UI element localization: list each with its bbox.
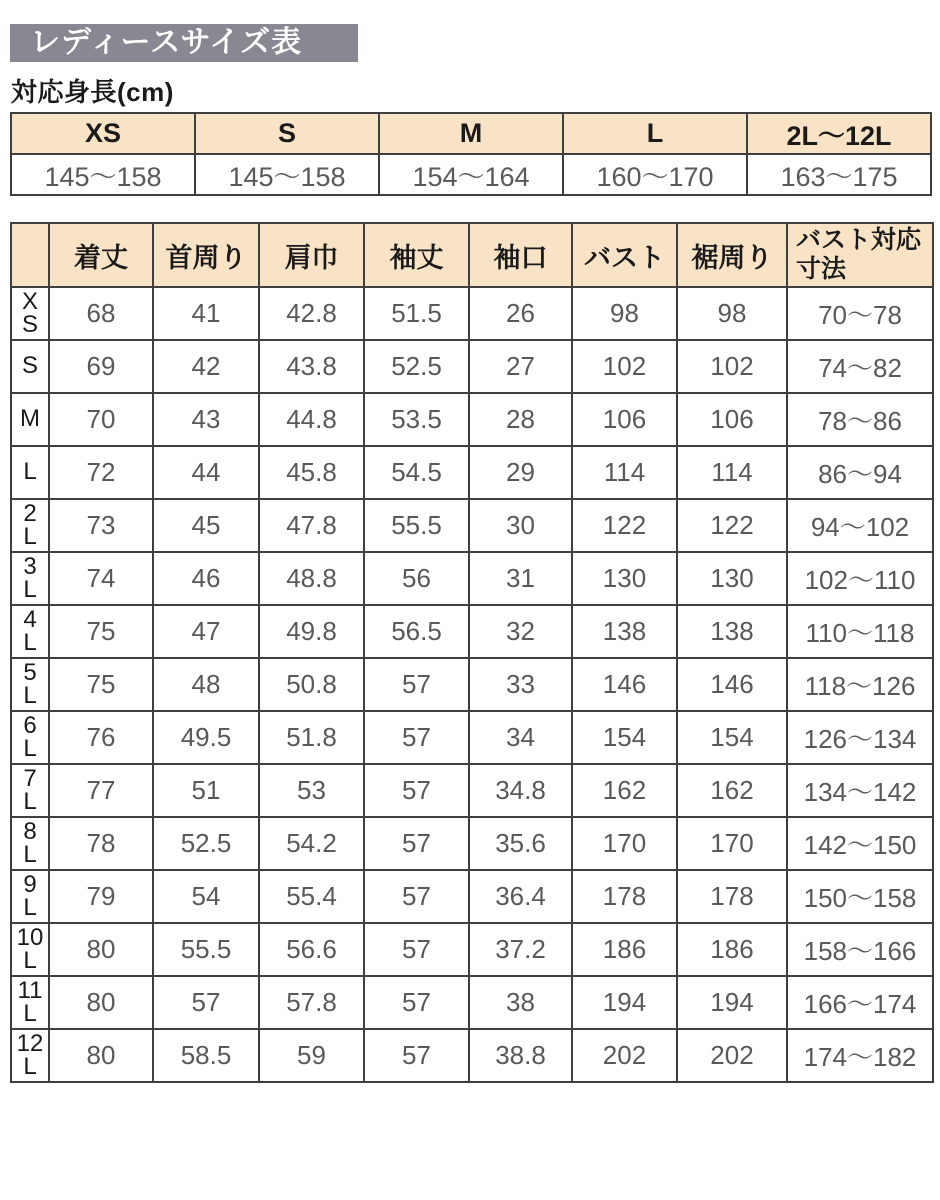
measurement-col-header: 袖口 [469,223,572,287]
bust-range-header-line: 対応寸法 [796,225,922,283]
measurement-value: 150〜158 [787,870,933,923]
table-row [11,658,933,711]
size-label-line: 9 [23,870,37,898]
measurement-value: 30 [469,499,572,552]
measurement-value: 122 [572,499,677,552]
measurement-value: 45.8 [259,446,364,499]
measurement-value: 57 [364,711,469,764]
size-table-header-row [11,223,933,287]
size-label-line: 11 [17,976,43,1004]
size-label-line: 2 [23,499,37,527]
size-label-line: 6 [23,711,37,739]
size-label-line: L [23,522,37,550]
height-range-table [10,112,932,196]
measurement-value: 78〜86 [787,393,933,446]
measurement-value: 174〜182 [787,1029,933,1082]
measurement-value: 130 [572,552,677,605]
measurement-value: 162 [677,764,787,817]
measurement-value: 47 [153,605,259,658]
measurement-value: 158〜166 [787,923,933,976]
size-label [11,446,49,499]
measurement-value: 186 [677,923,787,976]
size-label-line: L [23,628,37,656]
measurement-value: 51.5 [364,287,469,340]
bust-range-header-line: バスト [796,225,872,254]
measurement-value: 130 [677,552,787,605]
measurement-value: 134〜142 [787,764,933,817]
corner-cell [11,223,49,287]
page-title: レディースサイズ表 [10,24,358,62]
size-label-line: 10 [16,923,44,951]
measurement-value: 52.5 [364,340,469,393]
measurement-value: 202 [572,1029,677,1082]
measurement-value: 51 [153,764,259,817]
measurement-value: 77 [49,764,153,817]
measurement-value: 106 [677,393,787,446]
height-table-value-row [11,154,931,195]
measurement-value: 72 [49,446,153,499]
size-label [11,870,49,923]
size-label [11,658,49,711]
table-row [11,446,933,499]
measurement-value: 57 [153,976,259,1029]
measurement-value: 170 [572,817,677,870]
size-table-body [11,287,933,1082]
size-label-line: 8 [23,817,37,845]
measurement-value: 49.5 [153,711,259,764]
measurement-value: 53 [259,764,364,817]
height-range-value: 160〜170 [563,154,747,195]
measurement-value: 57 [364,1029,469,1082]
measurement-value: 32 [469,605,572,658]
measurement-value: 56 [364,552,469,605]
measurement-value: 48.8 [259,552,364,605]
measurement-col-header: 肩巾 [259,223,364,287]
measurement-value: 37.2 [469,923,572,976]
measurement-value: 54.5 [364,446,469,499]
measurement-value: 27 [469,340,572,393]
table-row [11,764,933,817]
size-label-line: L [23,946,37,974]
measurement-value: 31 [469,552,572,605]
table-row [11,287,933,340]
height-col-header: L [563,113,747,154]
measurement-value: 59 [259,1029,364,1082]
table-row [11,817,933,870]
size-label [11,605,49,658]
measurement-value: 154 [677,711,787,764]
measurement-value: 166〜174 [787,976,933,1029]
measurement-value: 46 [153,552,259,605]
measurement-value: 80 [49,976,153,1029]
measurement-value: 194 [677,976,787,1029]
measurement-col-header: 着丈 [49,223,153,287]
measurement-col-header: 袖丈 [364,223,469,287]
size-label-line: L [23,681,37,709]
measurement-value: 69 [49,340,153,393]
measurement-value: 36.4 [469,870,572,923]
measurement-value: 102 [572,340,677,393]
measurement-value: 52.5 [153,817,259,870]
measurement-value: 138 [572,605,677,658]
measurement-value: 57 [364,923,469,976]
measurement-value: 49.8 [259,605,364,658]
size-label-line: 7 [23,764,37,792]
measurement-value: 122 [677,499,787,552]
measurement-value: 98 [677,287,787,340]
size-label [11,1029,49,1082]
size-label-line: 5 [23,658,37,686]
measurement-col-header: 首周り [153,223,259,287]
measurement-value: 55.4 [259,870,364,923]
height-table-header-row [11,113,931,154]
measurement-value: 70〜78 [787,287,933,340]
measurement-value: 68 [49,287,153,340]
size-label [11,711,49,764]
measurement-value: 118〜126 [787,658,933,711]
size-measurements-table [10,222,934,1083]
measurement-value: 126〜134 [787,711,933,764]
measurement-value: 162 [572,764,677,817]
measurement-value: 79 [49,870,153,923]
measurement-value: 43.8 [259,340,364,393]
measurement-value: 55.5 [364,499,469,552]
measurement-value: 154 [572,711,677,764]
measurement-value: 56.6 [259,923,364,976]
measurement-value: 146 [572,658,677,711]
table-row [11,711,933,764]
measurement-value: 50.8 [259,658,364,711]
measurement-value: 80 [49,923,153,976]
size-label-line: L [23,840,37,868]
measurement-value: 75 [49,605,153,658]
measurement-value: 57 [364,764,469,817]
measurement-value: 114 [677,446,787,499]
measurement-value: 54.2 [259,817,364,870]
measurement-value: 42.8 [259,287,364,340]
measurement-value: 102 [677,340,787,393]
measurement-value: 48 [153,658,259,711]
size-label [11,923,49,976]
measurement-value: 58.5 [153,1029,259,1082]
measurement-value: 43 [153,393,259,446]
measurement-value: 78 [49,817,153,870]
measurement-value: 34 [469,711,572,764]
measurement-value: 98 [572,287,677,340]
measurement-value: 80 [49,1029,153,1082]
measurement-value: 74 [49,552,153,605]
measurement-value: 34.8 [469,764,572,817]
measurement-value: 86〜94 [787,446,933,499]
measurement-value: 57 [364,817,469,870]
measurement-value: 74〜82 [787,340,933,393]
measurement-value: 38 [469,976,572,1029]
table-row [11,923,933,976]
measurement-value: 76 [49,711,153,764]
measurement-value: 47.8 [259,499,364,552]
height-col-header: S [195,113,379,154]
table-row [11,340,933,393]
measurement-value: 54 [153,870,259,923]
measurement-value: 56.5 [364,605,469,658]
bust-range-col-header [787,223,933,287]
size-label-line: X [21,287,38,315]
measurement-value: 106 [572,393,677,446]
measurement-value: 70 [49,393,153,446]
measurement-value: 57 [364,658,469,711]
measurement-value: 110〜118 [787,605,933,658]
size-label [11,976,49,1029]
measurement-col-header: 裾周り [677,223,787,287]
size-label [11,499,49,552]
measurement-value: 35.6 [469,817,572,870]
measurement-value: 94〜102 [787,499,933,552]
height-col-header: M [379,113,563,154]
measurement-value: 178 [572,870,677,923]
size-label-line: L [23,999,37,1027]
height-range-value: 163〜175 [747,154,931,195]
size-label [11,817,49,870]
size-label [11,287,49,340]
measurement-value: 28 [469,393,572,446]
table-row [11,605,933,658]
measurement-value: 178 [677,870,787,923]
measurement-value: 102〜110 [787,552,933,605]
measurement-col-header: バスト [572,223,677,287]
measurement-value: 114 [572,446,677,499]
size-label-line: S [21,310,38,338]
size-label-line: L [23,893,37,921]
measurement-value: 142〜150 [787,817,933,870]
size-label-line: L [23,1052,37,1080]
table-row [11,1029,933,1082]
table-row [11,499,933,552]
measurement-value: 75 [49,658,153,711]
size-label-line: L [23,734,37,762]
height-col-header: 2L〜12L [747,113,931,154]
measurement-value: 51.8 [259,711,364,764]
measurement-value: 170 [677,817,787,870]
size-label-line: L [23,458,37,486]
measurement-value: 57.8 [259,976,364,1029]
size-label-line: M [20,405,40,433]
table-row [11,393,933,446]
measurement-value: 53.5 [364,393,469,446]
size-label-line: 12 [16,1029,44,1057]
table-row [11,976,933,1029]
height-col-header: XS [11,113,195,154]
height-section-label: 対応身長(cm) [11,77,174,107]
measurement-value: 44 [153,446,259,499]
measurement-value: 26 [469,287,572,340]
measurement-value: 45 [153,499,259,552]
size-label-line: L [23,575,37,603]
measurement-value: 33 [469,658,572,711]
measurement-value: 38.8 [469,1029,572,1082]
measurement-value: 73 [49,499,153,552]
measurement-value: 55.5 [153,923,259,976]
height-range-value: 154〜164 [379,154,563,195]
measurement-value: 194 [572,976,677,1029]
table-row [11,870,933,923]
size-label [11,340,49,393]
size-label [11,393,49,446]
measurement-value: 57 [364,976,469,1029]
size-label-line: 4 [23,605,37,633]
size-label [11,764,49,817]
measurement-value: 42 [153,340,259,393]
measurement-value: 44.8 [259,393,364,446]
measurement-value: 29 [469,446,572,499]
measurement-value: 41 [153,287,259,340]
size-label-line: 3 [23,552,37,580]
height-range-value: 145〜158 [195,154,379,195]
measurement-value: 138 [677,605,787,658]
size-label-line: S [21,352,38,380]
size-label [11,552,49,605]
table-row [11,552,933,605]
size-label-line: L [23,787,37,815]
measurement-value: 146 [677,658,787,711]
height-range-value: 145〜158 [11,154,195,195]
measurement-value: 186 [572,923,677,976]
measurement-value: 202 [677,1029,787,1082]
measurement-value: 57 [364,870,469,923]
